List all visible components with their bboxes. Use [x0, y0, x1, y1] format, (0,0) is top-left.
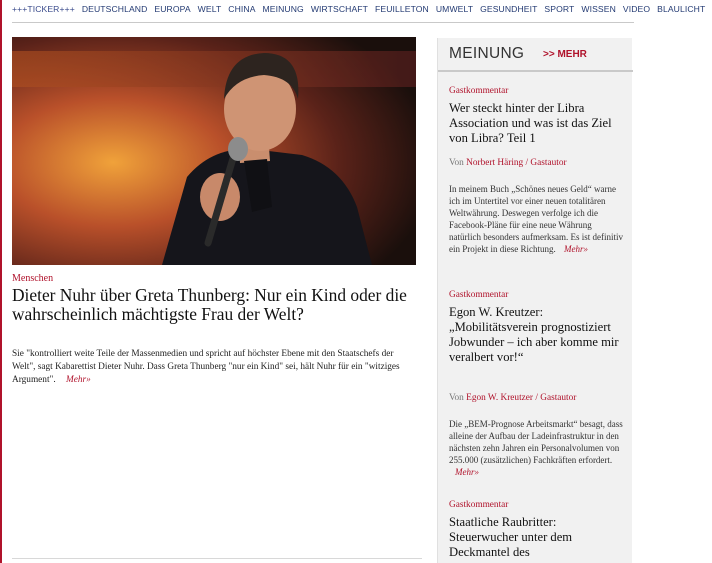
sidebar-article-teaser: [449, 418, 625, 478]
article-teaser: [12, 348, 417, 387]
sidebar-article-author-line: [449, 392, 625, 404]
nav-item-ticker[interactable]: +++TICKER+++: [12, 4, 75, 14]
sidebar-article-title[interactable]: Wer steckt hinter der Libra Association und was ist das Ziel von Libra? Teil 1: [449, 101, 612, 145]
sidebar-more-link[interactable]: >> MEHR: [543, 49, 587, 60]
article-kicker[interactable]: Menschen: [12, 273, 54, 284]
nav-item-deutschland[interactable]: DEUTSCHLAND: [81, 4, 148, 14]
sidebar-article-title[interactable]: Staatliche Raubritter: Steuerwucher unter dem Deckmantel des: [449, 515, 573, 559]
sidebar-article-kicker[interactable]: Gastkommentar: [449, 290, 509, 300]
nav-item-welt[interactable]: WELT: [197, 4, 222, 14]
sidebar-article-text: [449, 418, 625, 478]
nav-item-sport[interactable]: SPORT: [544, 4, 575, 14]
nav-item-umwelt[interactable]: UMWELT: [435, 4, 474, 14]
nav-item-feuilleton[interactable]: FEUILLETON: [375, 4, 429, 14]
sidebar-article-text: [449, 183, 625, 255]
article-more-link[interactable]: Mehr»: [65, 375, 91, 385]
nav-item-europa[interactable]: EUROPA: [154, 4, 191, 14]
content-bottom-divider: [12, 558, 422, 559]
sidebar-article-more-link[interactable]: Mehr»: [563, 244, 588, 254]
article-teaser-text: Sie "kontrolliert weite Teile der Massenmedien und spricht auf höchster Ebene mit den Staatschefs der Welt", sagt Kabarettist Dieter Nuhr. Dass Greta Thunberg "nur ein Kind" sei, hält Nuhr für ein "witziges Argument".: [12, 349, 400, 385]
article-hero-image[interactable]: [12, 37, 416, 265]
nav-item-wirtschaft[interactable]: WIRTSCHAFT: [310, 4, 369, 14]
sidebar-article: [449, 500, 625, 560]
author-link[interactable]: Norbert Häring / Gastautor: [466, 158, 567, 168]
nav-item-china[interactable]: CHINA: [228, 4, 256, 14]
page-left-border: [0, 0, 2, 563]
sidebar-article: [449, 290, 625, 365]
nav-item-video[interactable]: VIDEO: [622, 4, 651, 14]
author-prefix: Von: [449, 393, 464, 403]
nav-item-meinung[interactable]: MEINUNG: [262, 4, 304, 14]
nav-item-gesundheit[interactable]: GESUNDHEIT: [480, 4, 538, 14]
nav-divider: [12, 22, 634, 23]
sidebar-header: [438, 38, 633, 72]
sidebar-article-author: [449, 157, 625, 169]
article-headline[interactable]: Dieter Nuhr über Greta Thunberg: Nur ein Kind oder die wahrscheinlich mächtigste Frau der Welt?: [12, 285, 407, 324]
sidebar-article-kicker[interactable]: Gastkommentar: [449, 86, 509, 96]
sidebar-title[interactable]: MEINUNG: [449, 45, 525, 62]
author-link[interactable]: Egon W. Kreutzer / Gastautor: [466, 393, 577, 403]
opinion-sidebar: [437, 38, 632, 563]
sidebar-article: [449, 86, 625, 146]
nav-item-wissen[interactable]: WISSEN: [581, 4, 616, 14]
nav-item-blaulicht[interactable]: BLAULICHT: [657, 4, 706, 14]
hero-photo-illustration: [12, 37, 416, 265]
sidebar-article-title[interactable]: Egon W. Kreutzer: „Mobilitätsverein prognostiziert Jobwunder – ich aber komme mir veralbert vor!“: [449, 305, 619, 364]
sidebar-article-text-body: In meinem Buch „Schönes neues Geld“ warne ich im Untertitel vor einer neuen totalitären Weltwährung. Deswegen verfolge ich die Facebook-Pläne für eine neue Währung natürlich besonders aufmerksam. Es ist definitiv ein Projekt in diese Richtung.: [449, 184, 623, 254]
sidebar-article-more-link[interactable]: Mehr»: [455, 467, 479, 477]
top-navigation: [12, 4, 712, 20]
author-prefix: Von: [449, 158, 464, 168]
sidebar-article-author-line: [449, 157, 625, 169]
sidebar-article-kicker[interactable]: Gastkommentar: [449, 500, 509, 510]
sidebar-article-teaser: [449, 183, 625, 255]
sidebar-article-author: [449, 392, 625, 404]
sidebar-article-text-body: Die „BEM-Prognose Arbeitsmarkt“ besagt, dass alleine der Aufbau der Ladeinfrastruktur in den nächsten zehn Jahren ein Personalvolumen von 255.000 (zusätzlichen) Fachkräften erfordert.: [449, 419, 623, 465]
